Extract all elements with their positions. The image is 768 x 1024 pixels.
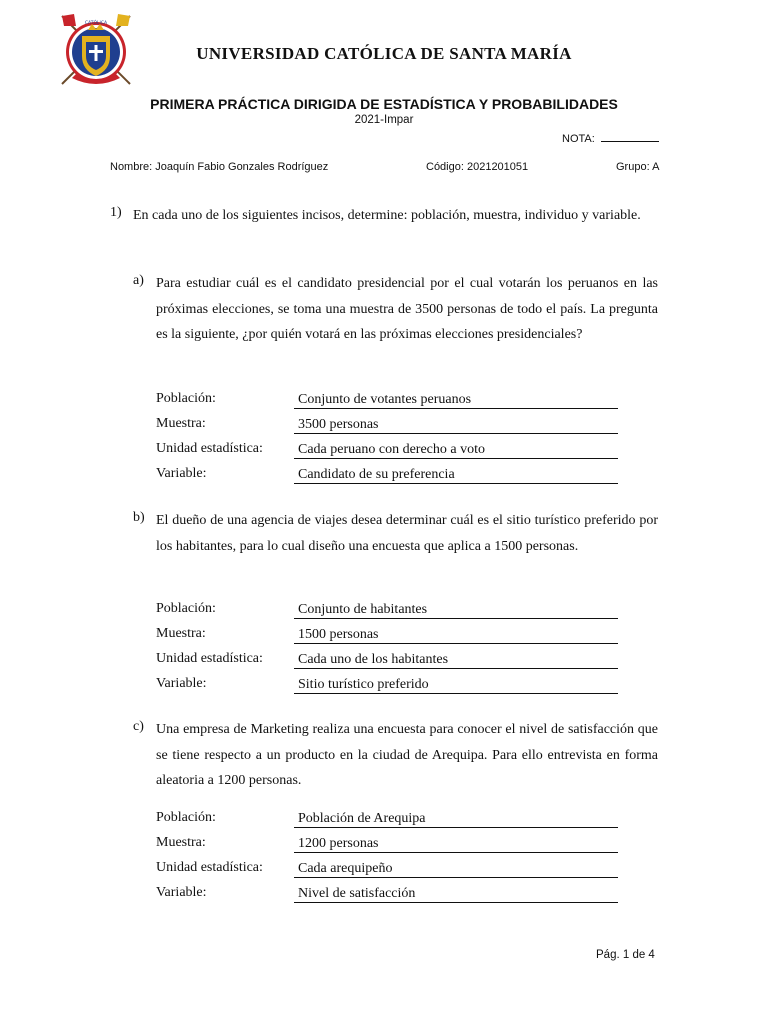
part-letter: b) — [133, 510, 145, 525]
field-row — [156, 601, 616, 626]
field-value: Conjunto de habitantes — [294, 601, 618, 619]
field-label: Muestra: — [156, 835, 206, 850]
part-text: Para estudiar cuál es el candidato presidencial por el cual votarán los peruanos en las próximas elecciones, se toma una muestra de 3500 personas de todo el país. La pregunta es la siguiente, ¿por quién votará en las próximas elecciones presidenciales? — [156, 276, 658, 342]
field-value: Cada arequipeño — [294, 860, 618, 878]
field-label: Población: — [156, 810, 216, 825]
field-label: Variable: — [156, 885, 207, 900]
field-value: Sitio turístico preferido — [294, 676, 618, 694]
field-value: 1500 personas — [294, 626, 618, 644]
field-value: 3500 personas — [294, 416, 618, 434]
field-row — [156, 416, 616, 441]
field-row — [156, 441, 616, 466]
field-row — [156, 626, 616, 651]
field-row — [156, 651, 616, 676]
student-name: Nombre: Joaquín Fabio Gonzales Rodríguez — [110, 161, 329, 173]
university-name: UNIVERSIDAD CATÓLICA DE SANTA MARÍA — [196, 44, 572, 63]
student-group: Grupo: A — [616, 161, 660, 173]
field-label: Variable: — [156, 676, 207, 691]
student-code: Código: 2021201051 — [426, 161, 529, 173]
grade-field — [562, 131, 659, 145]
part-text: El dueño de una agencia de viajes desea determinar cuál es el sitio turístico preferido por los habitantes, para lo cual diseño una encuesta que aplica a 1500 personas. — [156, 513, 658, 554]
field-row — [156, 835, 616, 860]
field-label: Muestra: — [156, 416, 206, 431]
part-letter: c) — [133, 719, 144, 734]
field-row — [156, 885, 616, 910]
field-row — [156, 860, 616, 885]
svg-text:CATÓLICA: CATÓLICA — [84, 21, 108, 26]
field-row — [156, 810, 616, 835]
field-label: Unidad estadística: — [156, 860, 263, 875]
question-number: 1) — [110, 205, 122, 220]
field-label: Unidad estadística: — [156, 651, 263, 666]
field-row — [156, 466, 616, 491]
field-row — [156, 676, 616, 701]
page-number: Pág. 1 de 4 — [596, 949, 655, 961]
document-subtitle: 2021-Impar — [354, 114, 414, 126]
field-row — [156, 391, 616, 416]
field-label: Población: — [156, 391, 216, 406]
field-value: Conjunto de votantes peruanos — [294, 391, 618, 409]
field-value: Candidato de su preferencia — [294, 466, 618, 484]
grade-blank — [601, 131, 659, 142]
grade-label: NOTA: — [562, 133, 595, 145]
field-label: Unidad estadística: — [156, 441, 263, 456]
field-value: Población de Arequipa — [294, 810, 618, 828]
question-text: En cada uno de los siguientes incisos, determine: población, muestra, individuo y variable. — [133, 208, 641, 223]
field-value: Nivel de satisfacción — [294, 885, 618, 903]
field-label: Variable: — [156, 466, 207, 481]
document-title: PRIMERA PRÁCTICA DIRIGIDA DE ESTADÍSTICA Y PROBABILIDADES — [150, 96, 618, 112]
part-letter: a) — [133, 273, 144, 288]
field-value: 1200 personas — [294, 835, 618, 853]
field-label: Muestra: — [156, 626, 206, 641]
part-text: Una empresa de Marketing realiza una encuesta para conocer el nivel de satisfacción que se tiene respecto a un producto en la ciudad de Arequipa. Para ello entrevista en forma aleatoria a 1200 personas. — [156, 722, 658, 788]
field-label: Población: — [156, 601, 216, 616]
field-value: Cada peruano con derecho a voto — [294, 441, 618, 459]
field-value: Cada uno de los habitantes — [294, 651, 618, 669]
